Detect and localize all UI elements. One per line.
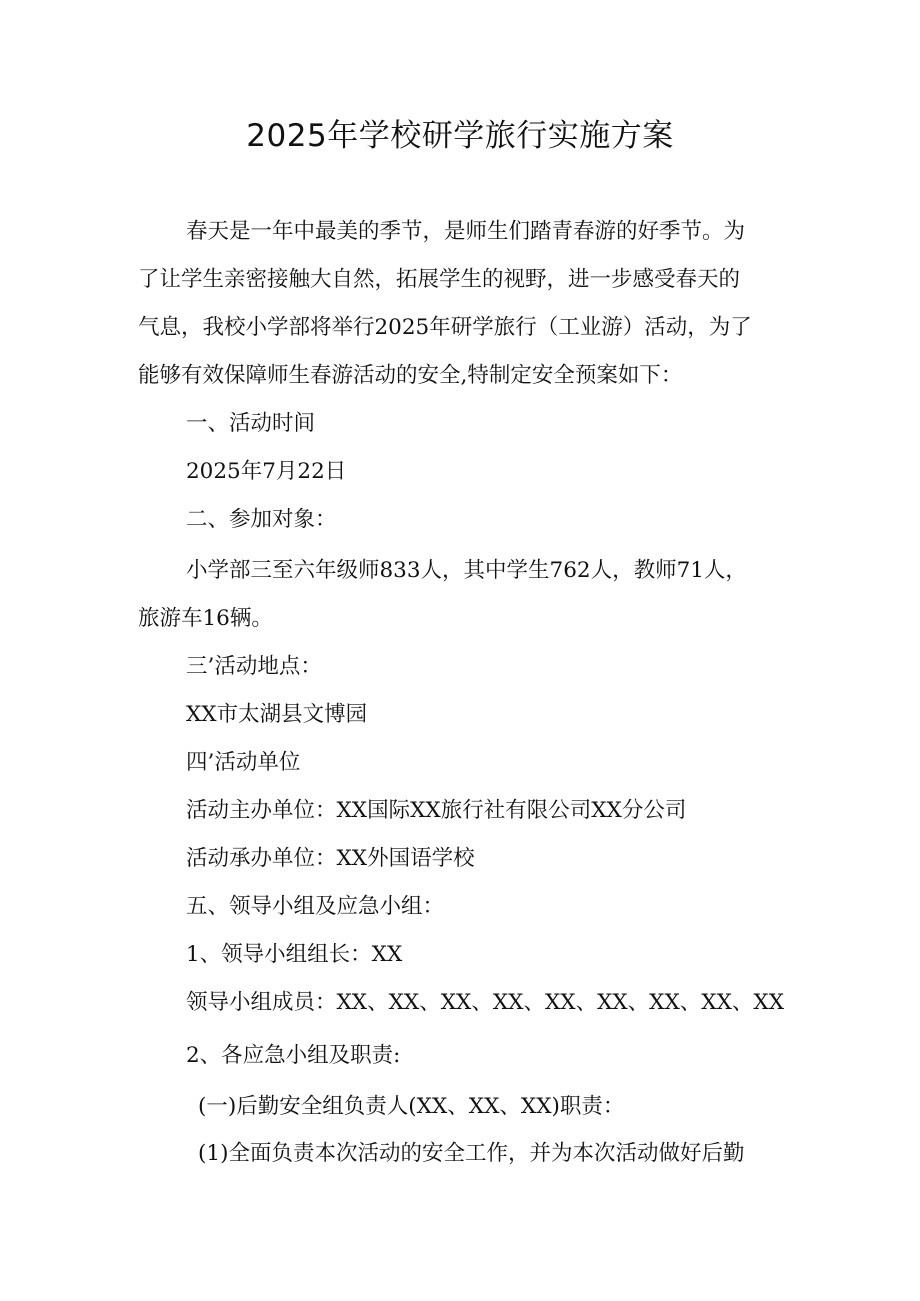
section-heading-groups: 五、领导小组及应急小组： [186, 894, 445, 919]
activity-date: 2025年7月22日 [186, 459, 347, 484]
section-heading-time: 一、活动时间 [186, 411, 316, 436]
intro-line-3: 气息，我校小学部将举行2025年研学旅行（工业游）活动，为了 [138, 315, 752, 340]
group1-item-1: (1)全面负责本次活动的安全工作，并为本次活动做好后勤 [198, 1141, 745, 1166]
members-line: 领导小组成员：XX、XX、XX、XX、XX、XX、XX、XX、XX [186, 990, 785, 1015]
participants-line-2: 旅游车16辆。 [138, 606, 273, 631]
intro-line-4: 能够有效保障师生春游活动的安全,特制定安全预案如下： [138, 363, 683, 388]
document-title: 2025年学校研学旅行实施方案 [246, 118, 674, 154]
section-heading-units: 四’活动单位 [186, 750, 301, 775]
participants-line-1: 小学部三至六年级师833人，其中学生762人，教师71人， [186, 558, 747, 583]
section-heading-participants: 二、参加对象： [186, 507, 337, 532]
activity-location: XX市太湖县文博园 [186, 702, 368, 727]
groups-heading: 2、各应急小组及职责: [186, 1043, 401, 1068]
section-heading-location: 三’活动地点： [186, 654, 322, 679]
organizer-unit: 活动承办单位：XX外国语学校 [186, 846, 475, 871]
leader-line: 1、领导小组组长：XX [186, 942, 403, 967]
group1-heading: (一)后勤安全组负责人(XX、XX、XX)职责： [198, 1094, 625, 1119]
intro-line-1: 春天是一年中最美的季节，是师生们踏青春游的好季节。为 [186, 219, 746, 244]
intro-line-2: 了让学生亲密接触大自然，拓展学生的视野，进一步感受春天的 [138, 267, 741, 292]
host-unit: 活动主办单位：XX国际XX旅行社有限公司XX分公司 [186, 798, 687, 823]
